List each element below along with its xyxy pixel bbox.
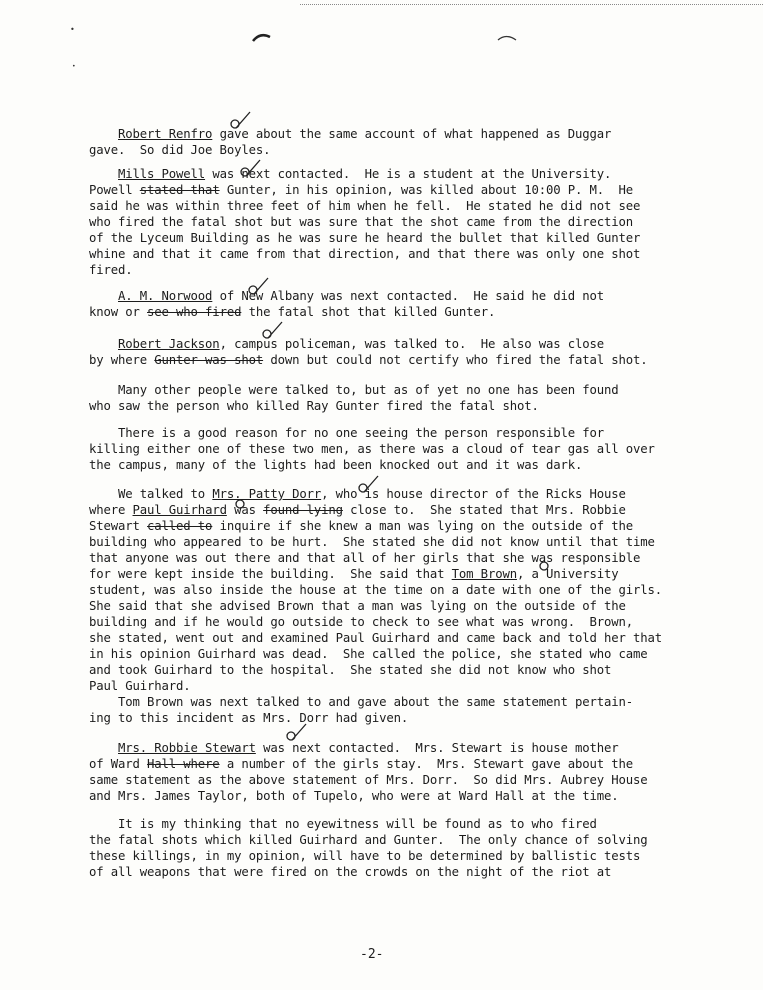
- underlined-name: Robert Renfro: [118, 127, 213, 141]
- text-run: who saw the person who killed Ray Gunter fired the fatal shot.: [89, 399, 539, 413]
- text-line: [89, 710, 689, 726]
- text-run: We talked to: [89, 487, 213, 501]
- text-run: gave about the same account of what happened as Duggar: [212, 127, 612, 141]
- text-run: [89, 127, 118, 141]
- text-line: [89, 214, 689, 230]
- underlined-name: Mills Powell: [118, 167, 206, 181]
- text-run: where: [89, 503, 133, 517]
- text-run: Many other people were talked to, but as of yet no one has been found: [89, 383, 619, 397]
- text-run: She said that she advised Brown that a man was lying on the outside of the: [89, 599, 626, 613]
- text-line: [89, 398, 689, 414]
- text-run: , who is house director of the Ricks House: [321, 487, 626, 501]
- text-line: [89, 598, 689, 614]
- underlined-name: A. M. Norwood: [118, 289, 213, 303]
- text-line: [89, 678, 689, 694]
- text-run: killing either one of these two men, as there was a cloud of tear gas all over: [89, 442, 655, 456]
- text-line: [89, 441, 689, 457]
- text-line: [89, 756, 689, 772]
- paragraph: [89, 288, 689, 320]
- paragraph: [89, 486, 689, 694]
- text-line: [89, 425, 689, 441]
- text-run: of New Albany was next contacted. He said he did not: [212, 289, 604, 303]
- text-run: gave. So did Joe Boyles.: [89, 143, 271, 157]
- check-mark-guirhard: [232, 498, 248, 510]
- text-run: said he was within three feet of him when he fell. He stated he did not see: [89, 199, 641, 213]
- text-line: [89, 262, 689, 278]
- text-line: [89, 582, 689, 598]
- text-run: same statement as the above statement of Mrs. Dorr. So did Mrs. Aubrey House: [89, 773, 648, 787]
- text-run: the fatal shot that killed Gunter.: [241, 305, 496, 319]
- text-run: and took Guirhard to the hospital. She stated she did not know who shot: [89, 663, 612, 677]
- check-mark-jackson: [258, 320, 284, 342]
- check-mark-powell: [236, 158, 262, 180]
- text-run: building and if he would go outside to check to see what was wrong. Brown,: [89, 615, 634, 629]
- text-run: [89, 741, 118, 755]
- text-line: [89, 646, 689, 662]
- paragraph: [89, 740, 689, 804]
- underlined-name: Tom Brown: [451, 567, 517, 581]
- hand-mark-top-left: [250, 30, 274, 44]
- hand-mark-top-right: [496, 32, 520, 44]
- text-run: It is my thinking that no eyewitness will be found as to who fired: [89, 817, 597, 831]
- text-line: [89, 566, 689, 582]
- page-number: -2-: [360, 947, 384, 962]
- text-run: these killings, in my opinion, will have to be determined by ballistic tests: [89, 849, 641, 863]
- text-line: [89, 614, 689, 630]
- text-line: [89, 772, 689, 788]
- text-run: Stewart: [89, 519, 148, 533]
- text-line: [89, 336, 689, 352]
- text-line: [89, 198, 689, 214]
- text-run: the fatal shots which killed Guirhard and Gunter. The only chance of solving: [89, 833, 648, 847]
- text-run: Gunter, in his opinion, was killed about 10:00 P. M. He: [219, 183, 634, 197]
- text-run: was: [226, 503, 264, 517]
- text-run: There is a good reason for no one seeing the person responsible for: [89, 426, 604, 440]
- text-run: for were kept inside the building. She said that: [89, 567, 452, 581]
- paragraph: [89, 425, 689, 473]
- text-line: [89, 832, 689, 848]
- text-line: [89, 246, 689, 262]
- text-line: [89, 662, 689, 678]
- text-run: of Ward: [89, 757, 148, 771]
- text-run: was next contacted. Mrs. Stewart is house mother: [255, 741, 619, 755]
- text-run: building who appeared to be hurt. She stated she did not know until that time: [89, 535, 655, 549]
- text-run: whine and that it came from that direction, and that there was only one shot: [89, 247, 641, 261]
- text-line: [89, 230, 689, 246]
- text-run: by where: [89, 353, 155, 367]
- text-run: the campus, many of the lights had been knocked out and it was dark.: [89, 458, 583, 472]
- speck-1: •: [70, 25, 75, 34]
- check-mark-brown: [536, 560, 552, 572]
- underlined-name: Mrs. Robbie Stewart: [118, 741, 256, 755]
- text-line: [89, 352, 689, 368]
- struck-text: called to: [147, 519, 213, 533]
- text-line: [89, 740, 689, 756]
- text-line: [89, 166, 689, 182]
- paragraph: [89, 336, 689, 368]
- text-line: [89, 550, 689, 566]
- text-line: [89, 457, 689, 473]
- text-run: a number of the girls stay. Mrs. Stewart gave about the: [219, 757, 634, 771]
- text-run: student, was also inside the house at the time on a date with one of the girls.: [89, 583, 663, 597]
- text-run: , campus policeman, was talked to. He also was close: [219, 337, 605, 351]
- paragraph: [89, 166, 689, 278]
- text-line: [89, 304, 689, 320]
- speck-2: •: [72, 63, 76, 70]
- paragraph: [89, 816, 689, 880]
- check-mark-stewart: [282, 722, 308, 744]
- text-run: , a University: [516, 567, 619, 581]
- text-run: inquire if she knew a man was lying on the outside of the: [212, 519, 634, 533]
- text-run: down but could not certify who fired the fatal shot.: [263, 353, 648, 367]
- top-edge-rule: [300, 4, 763, 5]
- text-line: [89, 182, 689, 198]
- check-mark-dorr: [354, 474, 380, 496]
- text-line: [89, 502, 689, 518]
- text-line: [89, 534, 689, 550]
- text-line: [89, 126, 689, 142]
- text-run: she stated, went out and examined Paul Guirhard and came back and told her that: [89, 631, 663, 645]
- text-line: [89, 518, 689, 534]
- underlined-name: Paul Guirhard: [132, 503, 227, 517]
- text-run: who fired the fatal shot but was sure that the shot came from the direction: [89, 215, 634, 229]
- struck-text: Hall where: [147, 757, 220, 771]
- struck-text: found lying: [263, 503, 343, 517]
- text-run: was next contacted. He is a student at the University.: [205, 167, 612, 181]
- check-mark-renfro: [226, 110, 252, 132]
- text-run: Powell: [89, 183, 140, 197]
- underlined-name: Mrs. Patty Dorr: [212, 487, 322, 501]
- struck-text: stated that: [139, 183, 220, 197]
- text-line: [89, 694, 689, 710]
- text-line: [89, 486, 689, 502]
- text-run: fired.: [89, 263, 133, 277]
- paragraph: [89, 382, 689, 414]
- text-run: of all weapons that were fired on the crowds on the night of the riot at: [89, 865, 612, 879]
- text-run: of the Lyceum Building as he was sure he heard the bullet that killed Gunter: [89, 231, 641, 245]
- check-mark-norwood: [244, 276, 270, 298]
- text-line: [89, 288, 689, 304]
- struck-text: see who fired: [147, 305, 242, 319]
- text-run: Tom Brown was next talked to and gave about the same statement pertain-: [89, 695, 634, 709]
- text-line: [89, 382, 689, 398]
- struck-text: Gunter was shot: [154, 353, 264, 367]
- paragraph: [89, 694, 689, 726]
- text-run: [89, 167, 118, 181]
- paragraph: [89, 126, 689, 158]
- text-run: in his opinion Guirhard was dead. She called the police, she stated who came: [89, 647, 648, 661]
- text-run: ing to this incident as Mrs. Dorr had given.: [89, 711, 409, 725]
- text-line: [89, 788, 689, 804]
- text-run: know or: [89, 305, 148, 319]
- text-run: that anyone was out there and that all of her girls that she was responsible: [89, 551, 641, 565]
- text-line: [89, 630, 689, 646]
- text-run: and Mrs. James Taylor, both of Tupelo, who were at Ward Hall at the time.: [89, 789, 619, 803]
- text-run: [89, 337, 118, 351]
- text-line: [89, 848, 689, 864]
- text-line: [89, 816, 689, 832]
- underlined-name: Robert Jackson: [118, 337, 220, 351]
- text-run: close to. She stated that Mrs. Robbie: [342, 503, 626, 517]
- text-run: [89, 289, 118, 303]
- text-line: [89, 864, 689, 880]
- text-line: [89, 142, 689, 158]
- text-run: Paul Guirhard.: [89, 679, 191, 693]
